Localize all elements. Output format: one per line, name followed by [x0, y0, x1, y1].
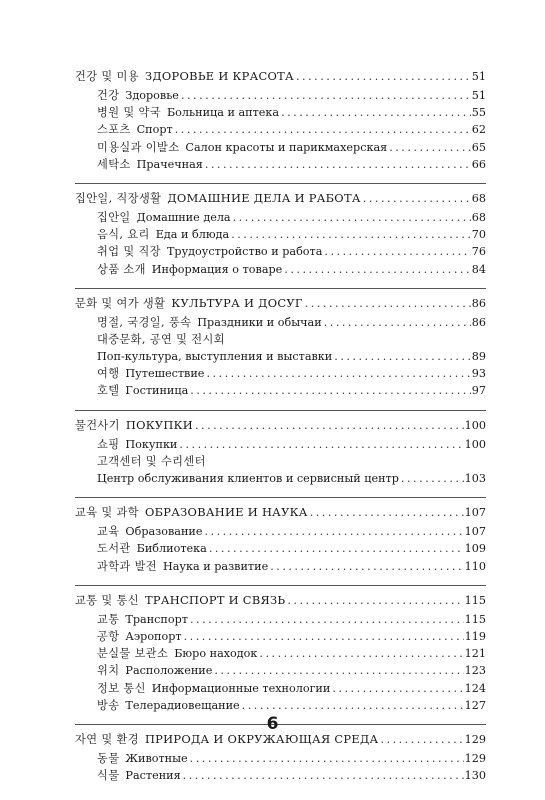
dot-leader — [332, 348, 470, 365]
toc-section — [75, 66, 486, 173]
page-ref: 65 — [471, 140, 486, 154]
toc-entry — [75, 767, 486, 784]
page-ref: 100 — [464, 418, 486, 432]
toc-entry — [75, 209, 486, 226]
toc-entry — [75, 628, 486, 645]
toc-entry — [75, 331, 486, 348]
page-ref: 68 — [471, 210, 486, 224]
dot-leader — [257, 645, 463, 662]
dot-leader — [361, 188, 471, 209]
page-number: 6 — [266, 714, 279, 734]
korean-title: 문화 및 여가 생활 — [75, 296, 166, 310]
russian-title: Здоровье — [125, 89, 179, 102]
dot-leader — [182, 628, 464, 645]
toc-entry — [75, 226, 486, 243]
page-ref: 107 — [464, 506, 486, 520]
dot-leader — [399, 470, 464, 487]
russian-title: ДОМАШНИЕ ДЕЛА И РАБОТА — [167, 190, 361, 205]
toc-entry — [75, 697, 486, 714]
korean-title: 상품 소개 — [97, 262, 146, 276]
russian-title: ОБРАЗОВАНИЕ И НАУКА — [144, 505, 308, 520]
korean-title: 분실물 보관소 — [97, 647, 169, 661]
korean-title: 집안일 — [97, 210, 131, 224]
russian-title: Трудоустройство и работа — [166, 245, 323, 259]
toc-entry — [75, 382, 486, 399]
toc-entry — [75, 436, 486, 453]
russian-title: Праздники и обычаи — [197, 315, 322, 329]
dot-leader — [229, 226, 471, 243]
korean-title: 미용실과 이발소 — [97, 140, 180, 154]
korean-title: 자연 및 환경 — [75, 732, 139, 746]
page-ref: 55 — [471, 106, 486, 120]
korean-title: 여행 — [97, 367, 120, 381]
page-ref: 115 — [464, 593, 486, 607]
page-ref: 109 — [464, 542, 486, 556]
dot-leader — [322, 243, 470, 260]
toc-entry — [75, 348, 486, 365]
page-ref: 62 — [471, 123, 486, 137]
korean-title: 세탁소 — [97, 157, 131, 171]
russian-title: Салон красоты и парикмахерская — [185, 140, 388, 154]
russian-title: Гостиница — [125, 384, 189, 398]
page-ref: 103 — [464, 472, 486, 485]
page-ref: 121 — [464, 647, 486, 661]
dot-leader — [204, 365, 470, 382]
toc-entry — [75, 750, 486, 767]
russian-title: Центр обслуживания клиентов и сервисный центр — [97, 472, 399, 485]
korean-title: 식물 — [97, 769, 120, 783]
russian-title: Библиотека — [136, 542, 207, 556]
page-ref: 129 — [464, 751, 486, 765]
korean-title: 건강 및 미용 — [75, 70, 139, 83]
toc-entry — [75, 662, 486, 679]
dot-leader — [308, 502, 464, 523]
toc-entry — [75, 540, 486, 557]
russian-title: Еда и блюда — [155, 228, 230, 242]
korean-title: 고객센터 및 수리센터 — [97, 454, 206, 468]
toc-entry — [75, 156, 486, 173]
korean-title: 교통 — [97, 612, 120, 626]
toc-entry — [75, 87, 486, 104]
page-ref: 110 — [464, 559, 486, 573]
russian-title: Аэропорт — [125, 629, 182, 643]
russian-title: Растения — [125, 769, 181, 783]
page-ref: 119 — [464, 629, 486, 643]
toc-entry — [75, 558, 486, 575]
korean-title: 취업 및 직장 — [97, 245, 161, 259]
dot-leader — [279, 104, 471, 121]
korean-title: 집안일, 직장생활 — [75, 191, 162, 205]
korean-title: 물건사기 — [75, 418, 120, 432]
toc-entry — [75, 139, 486, 156]
page-ref: 84 — [471, 262, 486, 276]
russian-title: Информация о товаре — [151, 262, 283, 276]
toc-section-heading — [75, 66, 486, 87]
korean-title: 교육 — [97, 525, 120, 539]
korean-title: 호텔 — [97, 384, 120, 398]
page-ref: 93 — [471, 367, 486, 381]
korean-title: 방송 — [97, 698, 120, 712]
korean-title: 동물 — [97, 751, 120, 765]
page-ref: 100 — [464, 437, 486, 451]
korean-title: 쇼핑 — [97, 437, 120, 451]
page-ref: 124 — [464, 681, 486, 695]
russian-title: Телерадиовещание — [125, 698, 240, 712]
dot-leader — [193, 415, 464, 436]
page-ref: 129 — [464, 732, 486, 746]
russian-title: Больница и аптека — [166, 106, 280, 120]
dot-leader — [387, 139, 471, 156]
korean-title: 명절, 국경일, 풍속 — [97, 315, 192, 329]
russian-title: ПОКУПКИ — [125, 417, 193, 432]
dot-leader — [330, 680, 463, 697]
toc-entry — [75, 243, 486, 260]
dot-leader — [285, 590, 463, 611]
table-of-contents — [75, 62, 486, 784]
page-ref: 76 — [471, 245, 486, 259]
korean-title: 건강 — [97, 89, 120, 102]
toc-entry — [75, 261, 486, 278]
toc-section — [75, 410, 486, 488]
page-ref: 86 — [471, 296, 486, 310]
korean-title: 위치 — [97, 664, 120, 678]
page-ref: 115 — [464, 612, 486, 626]
russian-title: Образование — [125, 525, 203, 539]
korean-title: 대중문화, 공연 및 전시회 — [97, 332, 225, 346]
russian-title: Животные — [125, 751, 188, 765]
page-ref: 123 — [464, 664, 486, 678]
toc-section-heading — [75, 502, 486, 523]
russian-title: Бюро находок — [174, 647, 258, 661]
toc-section — [75, 497, 486, 575]
korean-title: 정보 통신 — [97, 681, 146, 695]
russian-title: Транспорт — [125, 612, 188, 626]
dot-leader — [282, 261, 470, 278]
page-ref: 70 — [471, 228, 486, 242]
korean-title: 교통 및 통신 — [75, 593, 139, 607]
dot-leader — [303, 293, 471, 314]
toc-entry — [75, 470, 486, 487]
dot-leader — [179, 87, 471, 104]
toc-section-heading — [75, 590, 486, 611]
korean-title: 스포츠 — [97, 123, 131, 137]
page-ref: 51 — [471, 70, 486, 83]
russian-title: Расположение — [125, 664, 213, 678]
page-ref: 97 — [471, 384, 486, 398]
dot-leader — [240, 697, 464, 714]
dot-leader — [212, 662, 463, 679]
toc-entry — [75, 314, 486, 331]
toc-entry — [75, 453, 486, 470]
toc-entry — [75, 523, 486, 540]
russian-title: Путешествие — [125, 367, 205, 381]
page-ref: 86 — [471, 315, 486, 329]
dot-leader — [173, 121, 471, 138]
russian-title: ПРИРОДА И ОКРУЖАЮЩАЯ СРЕДА — [144, 731, 379, 746]
korean-title: 병원 및 약국 — [97, 106, 161, 120]
korean-title: 도서관 — [97, 542, 131, 556]
dot-leader — [203, 523, 464, 540]
page-ref: 130 — [464, 769, 486, 783]
dot-leader — [207, 540, 464, 557]
dot-leader — [294, 66, 471, 87]
toc-entry — [75, 365, 486, 382]
russian-title: Наука и развитие — [163, 559, 269, 573]
russian-title: Домашние дела — [136, 210, 231, 224]
russian-title: Покупки — [125, 437, 178, 451]
toc-section — [75, 585, 486, 714]
russian-title: ЗДОРОВЬЕ И КРАСОТА — [144, 69, 294, 83]
page-ref: 107 — [464, 525, 486, 539]
dot-leader — [177, 436, 463, 453]
page-ref: 89 — [471, 350, 486, 364]
toc-entry — [75, 121, 486, 138]
toc-section-heading — [75, 293, 486, 314]
dot-leader — [322, 314, 471, 331]
toc-entry — [75, 104, 486, 121]
dot-leader — [268, 558, 463, 575]
korean-title: 과학과 발전 — [97, 559, 157, 573]
page-ref: 68 — [471, 191, 486, 205]
toc-section-heading — [75, 415, 486, 436]
russian-title: Спорт — [136, 123, 173, 137]
dot-leader — [188, 382, 470, 399]
russian-title: Информационные технологии — [151, 681, 331, 695]
toc-section — [75, 183, 486, 278]
toc-section-heading — [75, 188, 486, 209]
dot-leader — [203, 156, 471, 173]
toc-section — [75, 288, 486, 400]
toc-entry — [75, 645, 486, 662]
korean-title: 교육 및 과학 — [75, 506, 139, 520]
toc-entry — [75, 680, 486, 697]
russian-title: Прачечная — [136, 157, 203, 171]
toc-entry — [75, 611, 486, 628]
russian-title: КУЛЬТУРА И ДОСУГ — [171, 295, 303, 310]
dot-leader — [188, 750, 464, 767]
page-ref: 66 — [471, 157, 486, 171]
russian-title: ТРАНСПОРТ И СВЯЗЬ — [144, 592, 286, 607]
page-ref: 51 — [471, 89, 486, 102]
russian-title: Поп-культура, выступления и выставки — [97, 350, 333, 364]
korean-title: 음식, 요리 — [97, 228, 150, 242]
dot-leader — [188, 611, 464, 628]
dot-leader — [181, 767, 464, 784]
dot-leader — [231, 209, 471, 226]
korean-title: 공항 — [97, 629, 120, 643]
page-ref: 127 — [464, 698, 486, 712]
